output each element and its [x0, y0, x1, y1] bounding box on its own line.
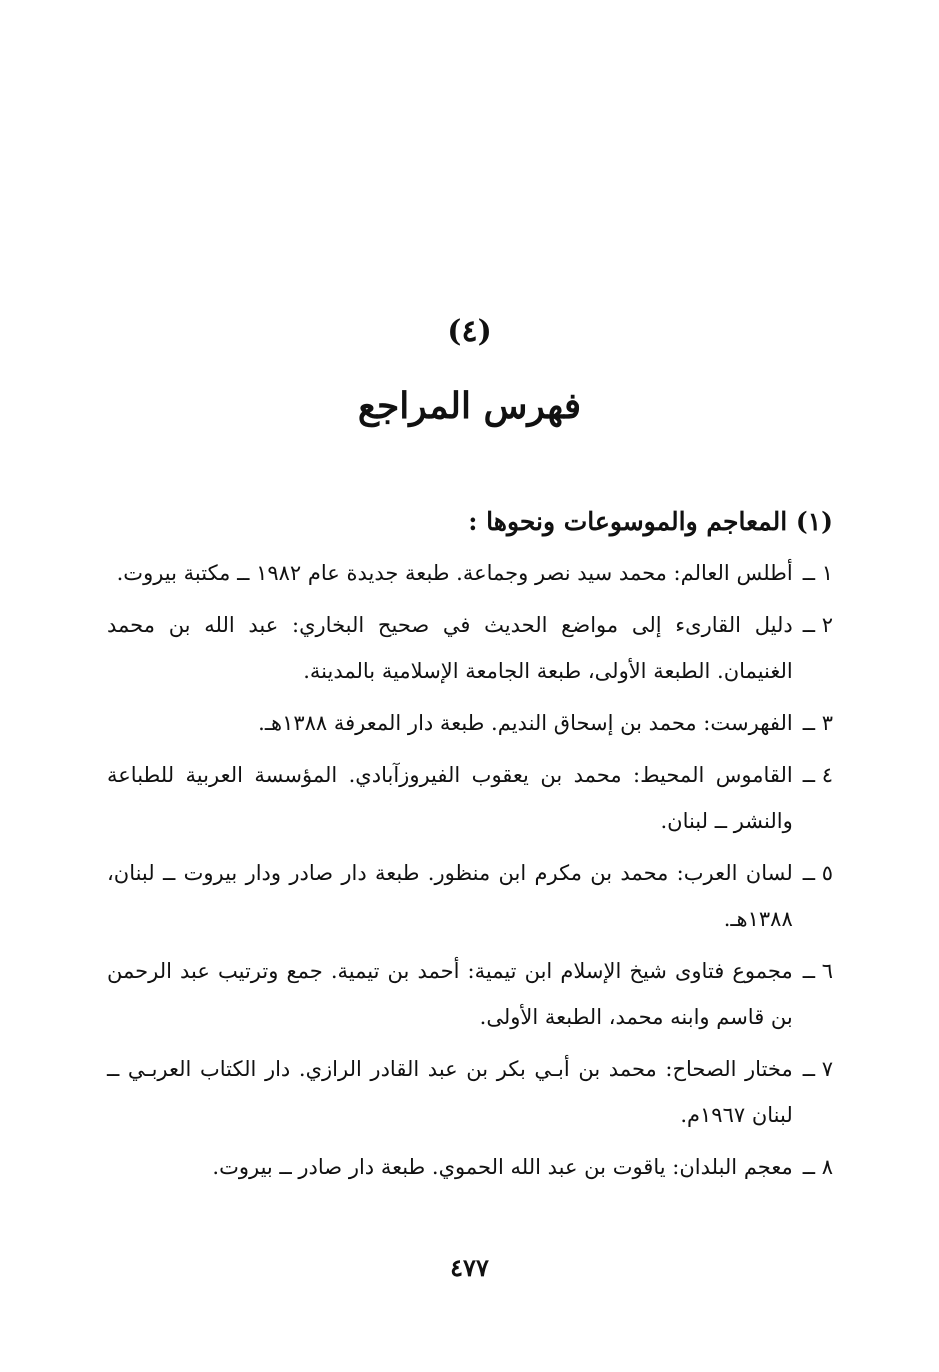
reference-item [107, 602, 833, 694]
reference-number: ٢ ــ [802, 613, 833, 637]
reference-number: ٨ ــ [802, 1155, 833, 1179]
reference-item [107, 948, 833, 1040]
reference-text: مجموع فتاوى شيخ الإسلام ابن تيمية: أحمد بن تيمية. جمع وترتيب عبد الرحمن بن قاسم وابنه محمد، الطبعة الأولى. [107, 959, 793, 1029]
reference-number: ٣ ــ [802, 711, 833, 735]
reference-text: الفهرست: محمد بن إسحاق النديم. طبعة دار المعرفة ١٣٨٨هـ. [258, 711, 793, 735]
reference-number: ٤ ــ [802, 763, 833, 787]
reference-text: أطلس العالم: محمد سيد نصر وجماعة. طبعة جديدة عام ١٩٨٢ ــ مكتبة بيروت. [116, 561, 793, 585]
reference-item [107, 700, 833, 746]
reference-number: ٦ ــ [802, 959, 833, 983]
reference-text: لسان العرب: محمد بن مكرم ابن منظور. طبعة دار صادر ودار بيروت ــ لبنان، ١٣٨٨هـ. [107, 861, 793, 931]
page-number: ٤٧٧ [450, 1253, 489, 1282]
reference-text: دليل القارىء إلى مواضع الحديث في صحيح البخاري: عبد الله بن محمد الغنيمان. الطبعة الأولى، طبعة الجامعة الإسلامية بالمدينة. [107, 613, 793, 683]
reference-text: القاموس المحيط: محمد بن يعقوب الفيروزآبادي. المؤسسة العربية للطباعة والنشر ــ لبنان. [107, 763, 793, 833]
reference-item [107, 1046, 833, 1138]
reference-text: مختار الصحاح: محمد بن أبـي بكر بن عبد القادر الرازي. دار الكتاب العربـي ــ لبنان ١٩٦٧م. [107, 1057, 793, 1127]
reference-number: ٥ ــ [802, 861, 833, 885]
reference-item [107, 850, 833, 942]
reference-text: معجم البلدان: ياقوت بن عبد الله الحموي. طبعة دار صادر ــ بيروت. [212, 1155, 793, 1179]
chapter-number: (٤) [447, 314, 492, 349]
chapter-title: فهرس المراجع [357, 385, 582, 427]
reference-list [107, 550, 833, 1196]
section-heading: (١) المعاجم والموسوعات ونحوها : [468, 507, 833, 536]
reference-number: ٧ ــ [802, 1057, 833, 1081]
reference-number: ١ ــ [802, 561, 833, 585]
reference-item [107, 550, 833, 596]
reference-item [107, 752, 833, 844]
reference-item [107, 1144, 833, 1190]
